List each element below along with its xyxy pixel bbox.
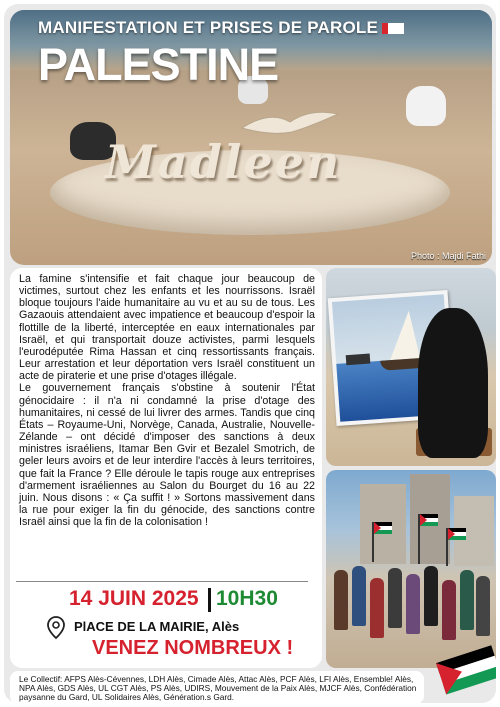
event-type-heading — [38, 18, 404, 38]
palestine-flag-icon — [436, 640, 496, 702]
body-text — [19, 273, 315, 528]
organizers-list: Le Collectif: AFPS Alès-Cévennes, LDH Alès, Cimade Alès, Attac Alès, PCF Alès, LFI Alès, Ensemble! Alès, NPA Alès, GDS Alès, UL CGT Alès, PS Alès, UDIRS, Mouvement de la Paix Alès, MJCF Alès, Confédération paysanne du Gard, UL Solidaires Alès, Génération.s Gard. — [19, 674, 417, 703]
call-to-action: VENEZ NOMBREUX ! — [92, 637, 294, 659]
palestine-flag-icon — [448, 528, 466, 540]
person-sculptor-right — [406, 86, 446, 126]
palestine-flag-icon — [374, 522, 392, 534]
paragraph-1: La famine s'intensifie et fait chaque jour beaucoup de victimes, surtout chez les enfants et les nourrissons. Israël bloque toujours l'aide humanitaire au vu et au su de tous. Les Gazaouis attendaient avec impatience et beaucoup d'espoir la flottille de la liberté, interceptée en eaux internationales par Israël, et qui transportait douze activistes, parmi lesquels l'eurodéputée Rima Hassan et cinq ressortissants français. Leur arrestation et leur déportation vers Israël constituent un acte de piraterie et une prise d'otages illégale. — [19, 273, 315, 383]
dove-icon — [240, 108, 340, 136]
hero-photo — [10, 10, 492, 265]
divider — [16, 581, 308, 582]
photo-credit: Photo : Majdi Fathi — [410, 251, 486, 261]
event-date: 14 JUIN 2025 — [69, 587, 199, 610]
event-type-text: MANIFESTATION ET PRISES DE PAROLE — [38, 18, 379, 37]
photo-painting — [326, 268, 496, 466]
footer-panel — [10, 671, 424, 703]
paragraph-2: Le gouvernement français s'obstine à soutenir l'État génocidaire : il n'a ni condamné la prise d'otage des humanitaires, ni cessé de lui livrer des armes. Tandis que cinq États – Royaume-Uni, Norvège, Canada, Australie, Nouvelle-Zélande – ont décidé d'imposer des sanctions à deux ministres israéliens, Itamar Ben Gvir et Bezalel Smotrich, de geler leurs avoirs et de leur interdire l'accès à leurs territoires, que fait la France ? Elle déroule le tapis rouge aux entreprises d'armement israéliennes au Salon du Bourget du 16 au 22 juin. Nous disons : « Ça suffit ! » Sortons massivement dans la rue pour exiger la fin du génocide, des sanctions contre Israël ainsi que la fin de la colonisation ! — [19, 382, 315, 529]
date-time-separator — [208, 588, 211, 612]
photo-children-flags — [326, 470, 496, 668]
small-flag-icon — [382, 23, 404, 34]
palestine-flag-icon — [420, 514, 438, 526]
page-title: PALESTINE — [38, 39, 279, 90]
sculpture-text: Madleen — [105, 135, 342, 189]
location-pin-icon — [46, 616, 66, 640]
poster-frame — [4, 4, 496, 703]
event-time: 10H30 — [216, 587, 278, 610]
event-place: PlACE DE LA MAIRIE, Alès — [74, 619, 240, 634]
woman-painting — [418, 308, 488, 458]
